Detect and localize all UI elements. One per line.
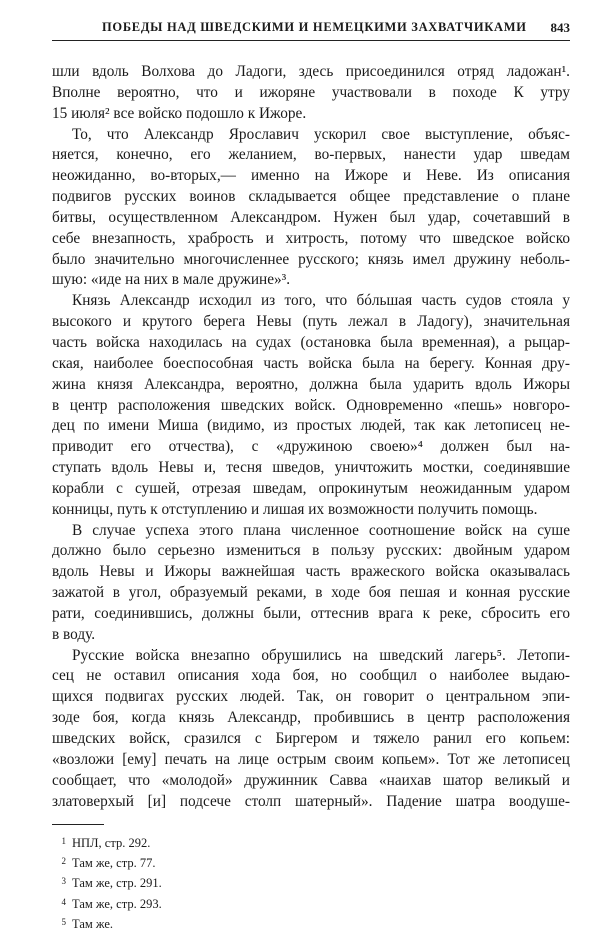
text-line: должно было серьезно измениться в пользу русских: двойным ударом — [52, 542, 570, 560]
text-line: битвы, осуществленном Александром. Нужен был удар, сочетавший в — [52, 208, 570, 226]
text-line: ступать вдоль Невы и, тесня шведов, уничтожить мостки, соединявшие — [52, 459, 570, 477]
text-line: Русские войска внезапно обрушились на шведский лагерь⁵. Летопи- — [72, 646, 570, 664]
text-line: В случае успеха этого плана численное соотношение войск на суше — [72, 521, 570, 539]
footnote-text: Там же, стр. 77. — [72, 856, 156, 871]
footnote-text: Там же, стр. 291. — [72, 876, 162, 891]
text-line: щихся подвигах русских людей. Так, он говорит о центральном эпи- — [52, 688, 570, 706]
text-line: дец по имени Миша (видимо, из простых людей, так как летописец не- — [52, 417, 570, 435]
text-line: себе внезапность, храбрость и хитрость, потому что шведское войско — [52, 229, 570, 247]
text-line: высокого и крутого берега Невы (путь лежал в Ладогу), значительная — [52, 313, 570, 331]
footnote-number: 5 — [61, 916, 66, 927]
footnote — [52, 832, 452, 852]
text-line: шли вдоль Волхова до Ладоги, здесь присоединился отряд ладожан¹. — [52, 63, 570, 80]
text-line: жина князя Александра, вероятно, должна была ударить вдоль Ижоры — [52, 375, 570, 393]
text-line: Вполне вероятно, что и ижоряне участвовали в походе К утру — [52, 83, 570, 101]
text-line: «возложи [ему] печать на лице острым своим копьем». Тот же летописец — [52, 750, 570, 768]
text-line: в центр расположения шведских войск. Одновременно «пешь» новгоро- — [52, 396, 570, 414]
text-line: няется, конечно, его желанием, во-первых, нанести удар шведам — [52, 146, 570, 164]
footnote-number: 2 — [61, 856, 66, 867]
text-line: шую: «иде на них в мале дружине»³. — [52, 271, 291, 289]
body-text — [52, 62, 570, 812]
footnotes — [52, 832, 452, 933]
text-line: конницы, путь к отступлению и лишая их возможности получить помощь. — [52, 500, 538, 518]
footnote-number: 3 — [61, 876, 66, 887]
page-number: 843 — [550, 20, 570, 35]
text-line: корабли с сушей, отрезая шведам, опрокинутым неожиданным ударом — [52, 479, 570, 497]
text-line: в воду. — [52, 625, 96, 643]
footnote-text: Там же. — [72, 916, 114, 931]
text-line: подвигов русских воинов складывается общее представление о плане — [52, 188, 570, 206]
footnote — [52, 913, 452, 933]
footnote — [52, 852, 452, 872]
text-line: сообщает, что «молодой» дружинник Савва «наихав шатор великый и — [52, 771, 570, 789]
footnote-text: НПЛ, стр. 292. — [72, 836, 151, 850]
text-line: Князь Александр исходил из того, что бóльшая часть судов стояла у — [72, 292, 570, 310]
text-line: часть войска находилась на судах (остановка была временная), а рыцар- — [52, 333, 570, 351]
footnote-number: 4 — [61, 896, 66, 907]
footnote-text: Там же, стр. 293. — [72, 896, 162, 911]
footnote — [52, 872, 452, 892]
text-line: сец не оставил описания хода боя, но сообщил о наиболее выдаю- — [52, 667, 570, 685]
text-line: зоде боя, когда князь Александр, пробившись в центр расположения — [52, 709, 570, 727]
footnote-rule — [52, 824, 104, 825]
running-title: ПОБЕДЫ НАД ШВЕДСКИМИ И НЕМЕЦКИМИ ЗАХВАТЧИКАМИ — [102, 20, 527, 34]
footnote — [52, 893, 452, 913]
running-head — [52, 20, 570, 41]
text-line: То, что Александр Ярославич ускорил свое выступление, объяс- — [72, 125, 570, 143]
text-line: ская, наиболее боеспособная часть войска была на берегу. Конная дру- — [52, 354, 570, 372]
text-line: шведских войск, сразился с Биргером и тяжело ранил его копьем: — [52, 730, 570, 747]
text-line: зажатой в угол, образуемый реками, в ходе боя пешая и конная русские — [52, 584, 570, 602]
text-line: рати, соединившись, должны были, оттеснив врага к реке, сбросить его — [52, 604, 570, 622]
text-line: было значительно многочисленнее русского; князь имел дружину неболь- — [52, 250, 570, 268]
text-line: приводит его отчества), с «дружиною своею»⁴ должен был на- — [52, 438, 570, 456]
text-line: неожиданно, во-вторых,— именно на Ижоре и Неве. Из описания — [52, 167, 570, 185]
text-line: златоверхый [и] подсече столп шатерный». Падение шатра воодуше- — [52, 792, 570, 810]
footnote-number: 1 — [61, 836, 66, 846]
text-line: вдоль Невы и Ижоры важнейшая часть вражеского войска оказывалась — [52, 563, 570, 581]
text-line: 15 июля² все войско подошло к Ижоре. — [52, 104, 307, 122]
